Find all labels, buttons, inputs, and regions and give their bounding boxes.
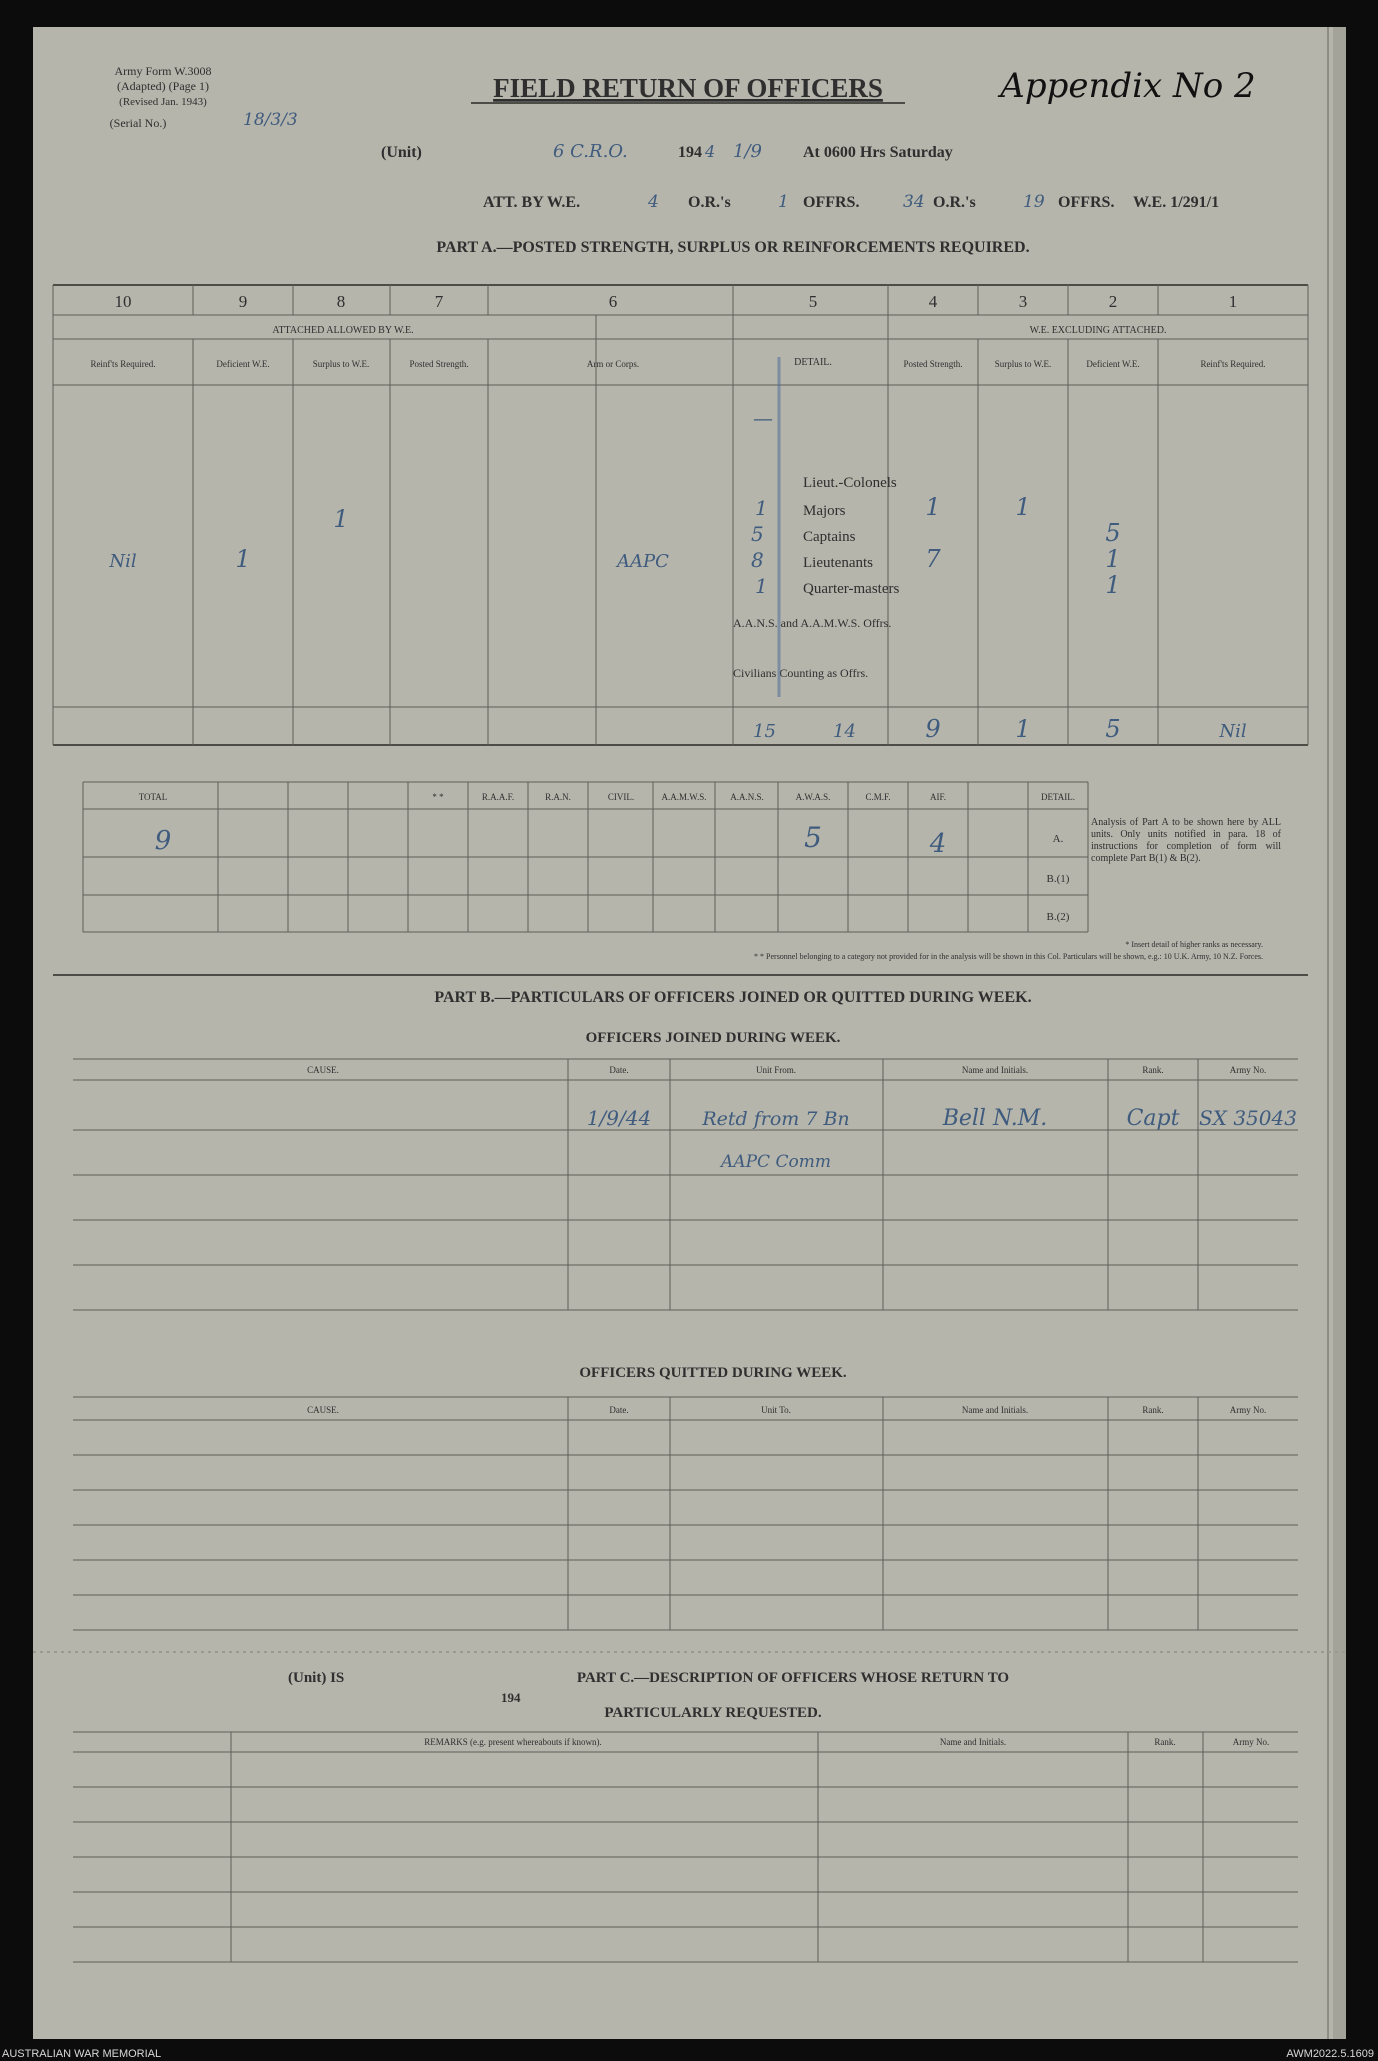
- col-number-9: 9: [238, 292, 248, 311]
- hdr-reinf-att: Reinf'ts Required.: [90, 359, 156, 369]
- joined-date: 1/9/44: [586, 1106, 652, 1130]
- quit-hdr-army-no: Army No.: [1229, 1405, 1267, 1415]
- analysis-hdr-total: TOTAL: [138, 792, 168, 802]
- att-reinf-value: Nil: [109, 551, 137, 572]
- joined-title: OFFICERS JOINED DURING WEEK.: [585, 1030, 841, 1046]
- col-number-8: 8: [336, 292, 346, 311]
- deficient-captains: 5: [1105, 519, 1121, 547]
- joined-name: Bell N.M.: [942, 1106, 1048, 1131]
- total-col5: 14: [833, 721, 856, 742]
- analysis-hdr-cmf: C.M.F.: [865, 792, 891, 802]
- analysis-row-b1: B.(1): [1046, 873, 1070, 885]
- analysis-cmf-a: 5: [804, 821, 822, 854]
- analysis-table: [83, 782, 1088, 932]
- part-c-title: PART C.—DESCRIPTION OF OFFICERS WHOSE RETURN TO: [576, 1670, 1010, 1686]
- col-number-4: 4: [928, 292, 938, 311]
- total-surplus: 1: [1015, 715, 1031, 743]
- joined-hdr-army-no: Army No.: [1229, 1065, 1267, 1075]
- joined-hdr-name: Name and Initials.: [961, 1065, 1029, 1075]
- posted-lieutenants: 7: [925, 545, 941, 573]
- col-number-10: 10: [114, 292, 132, 311]
- deficient-qm: 1: [1105, 571, 1121, 599]
- part-c-subtitle: PARTICULARLY REQUESTED.: [604, 1705, 822, 1721]
- analysis-hdr-civil: CIVIL.: [607, 792, 635, 802]
- col-number-1: 1: [1228, 292, 1238, 311]
- offrs2-label: OFFRS.: [803, 194, 860, 211]
- joined-rank: Capt: [1126, 1106, 1180, 1131]
- footnote-1: * Insert detail of higher ranks as necessary.: [1125, 940, 1263, 949]
- group-we-header: W.E. EXCLUDING ATTACHED.: [1029, 325, 1167, 336]
- analysis-hdr-aans: A.A.N.S.: [730, 792, 764, 802]
- col-number-3: 3: [1018, 292, 1028, 311]
- quitted-title: OFFICERS QUITTED DURING WEEK.: [579, 1365, 847, 1381]
- hdr-deficient-we: Deficient W.E.: [1086, 359, 1140, 369]
- date-prefix: At 0600 Hrs Saturday: [803, 144, 953, 161]
- we-number: W.E. 1/291/1: [1133, 194, 1220, 211]
- att-deficient-value: 1: [235, 545, 251, 573]
- joined-hdr-date: Date.: [609, 1065, 629, 1075]
- hdr-posted-we: Posted Strength.: [903, 359, 963, 369]
- caption-right: AWM2022.5.1609: [1286, 2048, 1374, 2060]
- establishment-line: [483, 192, 1219, 212]
- form-ref-1: Army Form W.3008: [114, 64, 212, 78]
- unit-label: (Unit): [381, 144, 422, 161]
- we-col-qm: 1: [755, 574, 768, 598]
- ors-value: 34: [903, 192, 925, 212]
- rank-majors: Majors: [803, 503, 846, 519]
- appendix-annotation: Appendix No 2: [1000, 66, 1256, 106]
- total-posted: 9: [925, 715, 941, 743]
- hdr-posted-att: Posted Strength.: [409, 359, 469, 369]
- rank-captains: Captains: [803, 529, 856, 545]
- analysis-note-text: Analysis of Part A to be shown here by ALL units. Only units notified in para. 18 of instructions for completion of form will complete Part B(1) & B(2).: [1091, 817, 1281, 864]
- analysis-hdr-raaf: R.A.A.F.: [481, 792, 515, 802]
- part-c-hdr-remarks: REMARKS (e.g. present whereabouts if known).: [424, 1737, 602, 1747]
- quit-hdr-cause: CAUSE.: [307, 1405, 339, 1415]
- posted-majors: 1: [925, 493, 941, 521]
- joined-unit: Retd from 7 Bn: [702, 1108, 850, 1130]
- joined-hdr-unit: Unit From.: [755, 1065, 797, 1075]
- part-a-title: PART A.—POSTED STRENGTH, SURPLUS OR REINFORCEMENTS REQUIRED.: [436, 239, 1030, 256]
- form-reference: [110, 64, 298, 130]
- ors2-label: O.R.'s: [688, 194, 731, 211]
- arm-corps-value: AAPC: [617, 551, 669, 572]
- quit-hdr-unit: Unit To.: [761, 1405, 791, 1415]
- col-number-6: 6: [608, 292, 618, 311]
- ors2-value: 4: [648, 192, 659, 212]
- part-c-hdr-rank: Rank.: [1154, 1737, 1176, 1747]
- part-b-title: PART B.—PARTICULARS OF OFFICERS JOINED OR QUITTED DURING WEEK.: [434, 989, 1032, 1006]
- date-year-fill: 4: [705, 142, 716, 161]
- total-reinf: Nil: [1219, 721, 1247, 742]
- we-col-lt-col: —: [753, 406, 773, 430]
- date-year: 194: [678, 144, 702, 161]
- part-c-table: [73, 1732, 1298, 1962]
- form-sheet: [33, 27, 1346, 2039]
- analysis-hdr-aamws: A.A.M.W.S.: [661, 792, 707, 802]
- quit-hdr-date: Date.: [609, 1405, 629, 1415]
- offrs-label: OFFRS.: [1058, 194, 1115, 211]
- analysis-detail-header: DETAIL.: [1040, 792, 1076, 802]
- att-label: ATT. BY W.E.: [483, 194, 581, 211]
- joined-table: [73, 1059, 1298, 1310]
- unit-name: 6 C.R.O.: [553, 141, 628, 162]
- analysis-hdr-other: * *: [432, 792, 444, 802]
- date-value: 1/9: [733, 141, 762, 162]
- analysis-row-a: A.: [1052, 833, 1064, 845]
- ors-label: O.R.'s: [933, 194, 976, 211]
- rank-qm: Quarter-masters: [803, 581, 900, 597]
- analysis-aif-a: 4: [929, 829, 947, 859]
- rank-lieutenants: Lieutenants: [803, 555, 873, 571]
- group-att-header: ATTACHED ALLOWED BY W.E.: [272, 325, 414, 336]
- date-line: [381, 141, 953, 162]
- col-number-2: 2: [1108, 292, 1118, 311]
- deficient-lieutenants: 1: [1105, 545, 1121, 573]
- hdr-reinf-we: Reinf'ts Required.: [1200, 359, 1266, 369]
- quit-hdr-name: Name and Initials.: [961, 1405, 1029, 1415]
- form-title: FIELD RETURN OF OFFICERS: [493, 73, 883, 103]
- we-col-captains: 5: [751, 522, 764, 546]
- part-c-hdr-name: Name and Initials.: [939, 1737, 1007, 1747]
- form-ref-3: (Revised Jan. 1943): [119, 96, 207, 108]
- rank-aans: A.A.N.S. and A.A.M.W.S. Offrs.: [733, 616, 892, 630]
- analysis-hdr-ran: R.A.N.: [545, 792, 571, 802]
- total-we: 15: [753, 721, 776, 742]
- joined-army-no: SX 35043: [1199, 1106, 1297, 1130]
- col-number-5: 5: [808, 292, 818, 311]
- joined-unit-2: AAPC Comm: [721, 1152, 831, 1172]
- serial-label: (Serial No.): [109, 116, 167, 130]
- we-col-lieutenants: 8: [751, 548, 764, 572]
- hdr-deficient-att: Deficient W.E.: [216, 359, 270, 369]
- offrs2-value: 1: [778, 192, 789, 212]
- we-col-majors: 1: [755, 496, 768, 520]
- form-ref-2: (Adapted) (Page 1): [117, 79, 209, 93]
- hdr-arm-corps: Arm or Corps.: [586, 359, 640, 369]
- analysis-total-a: 9: [154, 826, 172, 856]
- part-c-unit-suffix: (Unit) IS: [288, 1670, 345, 1686]
- offrs-value: 19: [1023, 192, 1045, 212]
- detail-header: DETAIL.: [794, 357, 832, 368]
- joined-hdr-cause: CAUSE.: [307, 1065, 339, 1075]
- hdr-surplus-we: Surplus to W.E.: [994, 359, 1052, 369]
- part-c-hdr-army-no: Army No.: [1232, 1737, 1270, 1747]
- rank-civilians: Civilians Counting as Offrs.: [733, 666, 869, 680]
- analysis-hdr-aif: AIF.: [929, 792, 947, 802]
- att-surplus-value: 1: [333, 505, 349, 533]
- joined-hdr-rank: Rank.: [1142, 1065, 1164, 1075]
- col-number-7: 7: [434, 292, 444, 311]
- footnote-2: * * Personnel belonging to a category not provided for in the analysis will be shown in this Col. Particulars will be shown, e.g.: 10 U.K. Army, 10 N.Z. Forces.: [754, 952, 1263, 961]
- part-c-year: 194: [501, 1690, 521, 1705]
- part-a-table: [53, 285, 1308, 745]
- document-sheet: [33, 27, 1346, 2039]
- surplus-majors: 1: [1015, 493, 1031, 521]
- analysis-hdr-awas: A.W.A.S.: [795, 792, 831, 802]
- rank-lt-col: Lieut.-Colonels: [803, 475, 897, 491]
- quit-hdr-rank: Rank.: [1142, 1405, 1164, 1415]
- quitted-table: [73, 1397, 1298, 1630]
- analysis-note: [1091, 817, 1281, 927]
- total-deficient: 5: [1105, 715, 1121, 743]
- hdr-surplus-att: Surplus to W.E.: [312, 359, 370, 369]
- analysis-row-b2: B.(2): [1046, 911, 1070, 923]
- caption-left: AUSTRALIAN WAR MEMORIAL: [2, 2048, 162, 2060]
- serial-value: 18/3/3: [243, 110, 298, 130]
